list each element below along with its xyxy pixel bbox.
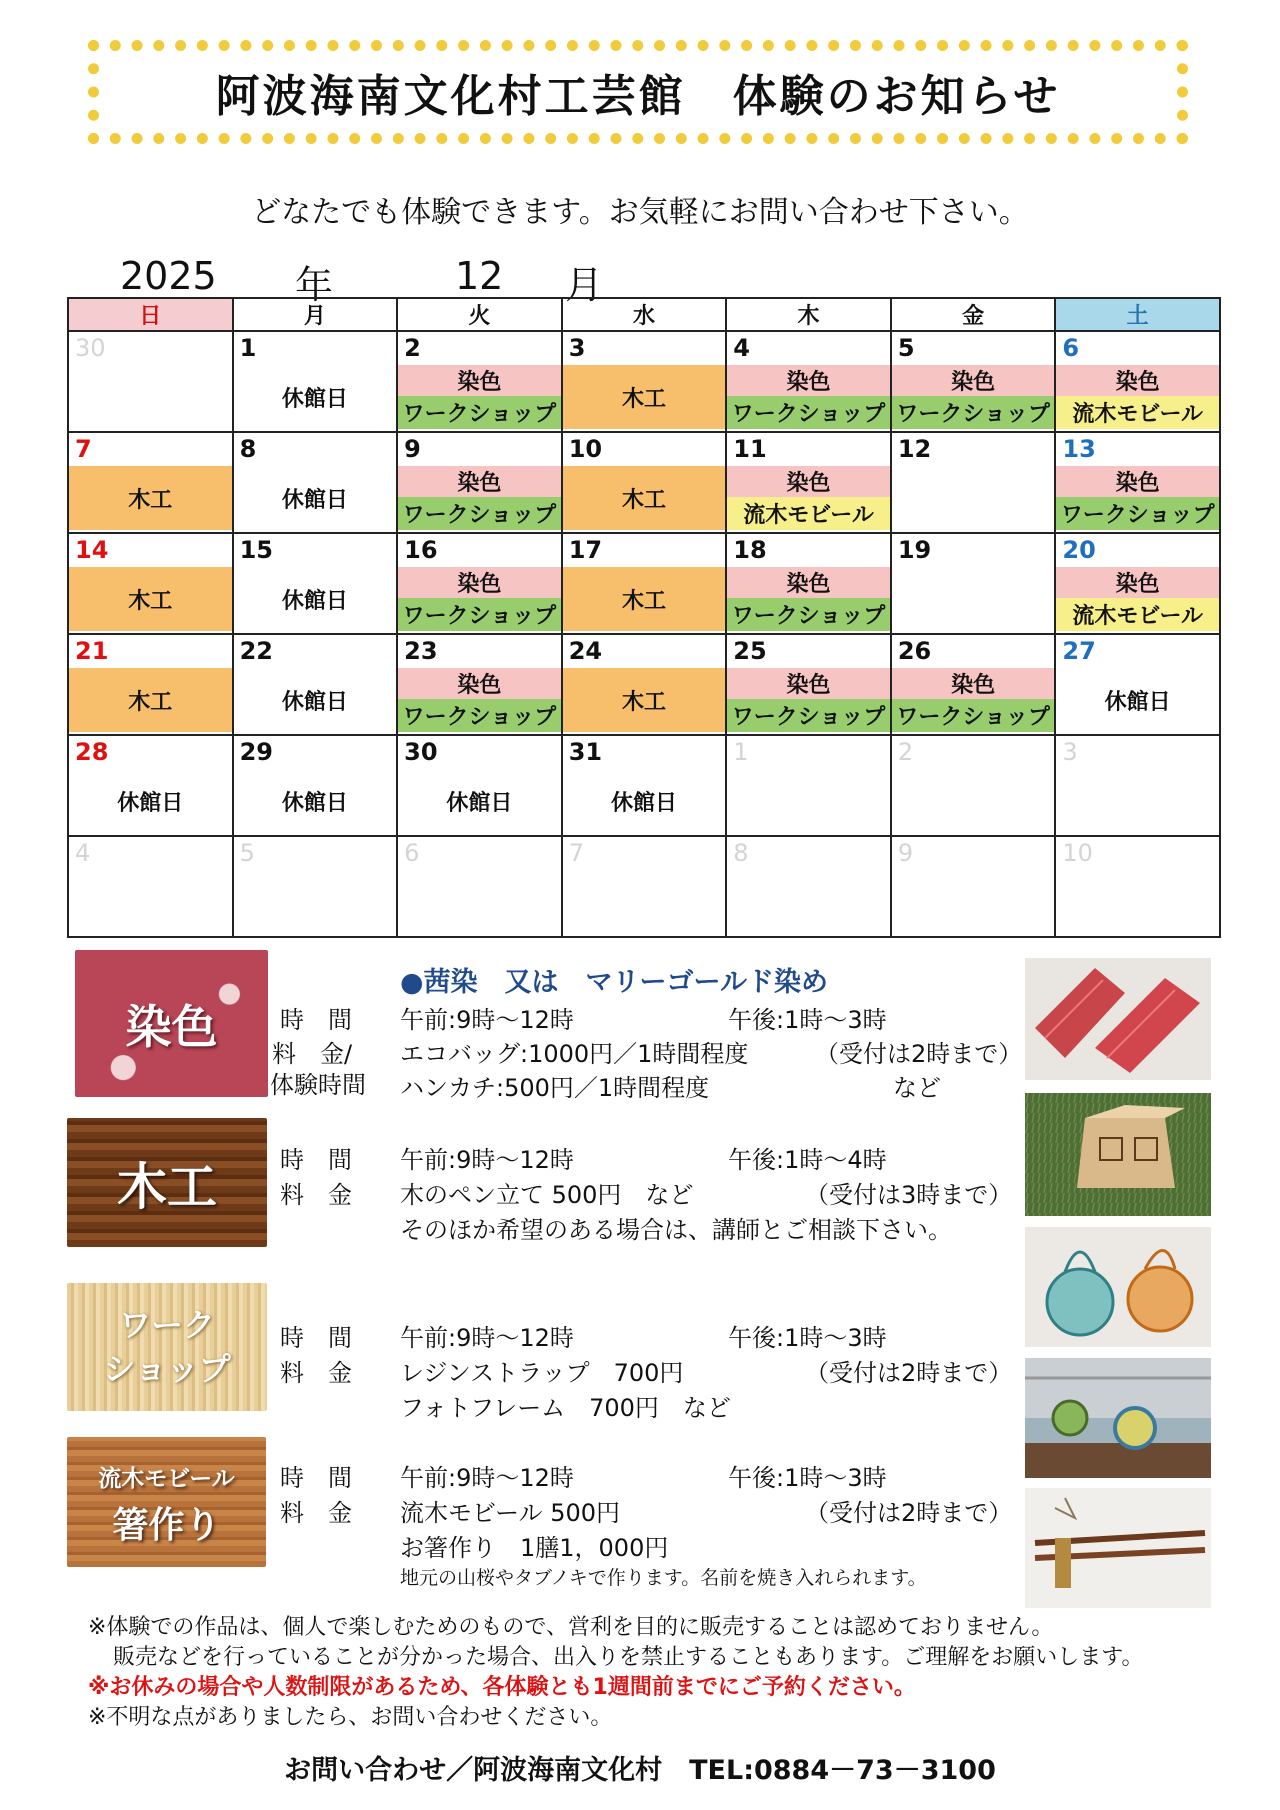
calendar-week-row — [68, 735, 1220, 836]
day-number: 7 — [568, 839, 584, 867]
day-number: 20 — [1062, 536, 1096, 564]
workshop-am: 午前:9時～12時 — [400, 1324, 574, 1352]
calendar-month: 12 — [455, 254, 504, 298]
calendar-year: 2025 — [120, 254, 217, 298]
wood-am: 午前:9時～12時 — [400, 1146, 574, 1174]
calendar-day-cell — [562, 533, 727, 634]
chopsticks-photo — [1025, 1488, 1211, 1608]
workshop-fee2: フォトフレーム 700円 など — [400, 1394, 731, 1422]
weekday-wed: 水 — [562, 298, 727, 331]
dye-etc: など — [893, 1074, 941, 1102]
activity-workshop: ワークショップ — [727, 396, 890, 429]
activity-workshop: ワークショップ — [398, 699, 561, 732]
calendar-day-cell — [233, 432, 398, 533]
weekday-sun: 日 — [68, 298, 233, 331]
mobile-thumb-line1: 流木モビール — [98, 1465, 235, 1492]
calendar-day-cell — [397, 331, 562, 432]
day-number: 15 — [239, 536, 273, 564]
mobile-fee-label: 料 金 — [280, 1499, 352, 1527]
month-label: 月 — [565, 263, 604, 307]
calendar-day-cell — [68, 533, 233, 634]
activity-workshop: ワークショップ — [892, 699, 1055, 732]
day-number: 22 — [239, 637, 273, 665]
day-number: 5 — [897, 334, 915, 362]
activity-mobile: 流木モビール — [1056, 396, 1219, 429]
activity-woodwork: 木工 — [69, 668, 232, 732]
day-number: 18 — [733, 536, 767, 564]
dye-duration-label: 体験時間 — [270, 1071, 366, 1099]
closed-day-label: 休館日 — [446, 790, 513, 816]
note-3-reservation: ※お休みの場合や人数制限があるため、各体験とも1週間前までにご予約ください。 — [88, 1675, 916, 1700]
wood-time-label: 時 間 — [280, 1146, 352, 1174]
subtitle: どなたでも体験できます。お気軽にお問い合わせ下さい。 — [251, 195, 1029, 230]
day-number: 21 — [75, 637, 109, 665]
closed-day-label: 休館日 — [281, 689, 348, 715]
day-number: 9 — [404, 435, 421, 463]
glass-float-photo — [1025, 1227, 1211, 1347]
wood-note: そのほか希望のある場合は、講師とご相談下さい。 — [400, 1216, 952, 1244]
calendar-day-cell — [233, 331, 398, 432]
activity-dye: 染色 — [398, 365, 561, 396]
day-number: 6 — [1062, 334, 1080, 362]
activity-dye: 染色 — [727, 466, 890, 497]
day-number: 16 — [404, 536, 438, 564]
calendar-day-cell — [68, 735, 233, 836]
closed-day-label: 休館日 — [281, 386, 348, 412]
day-number: 5 — [239, 839, 255, 867]
activity-dye: 染色 — [727, 567, 890, 598]
wood-thumb-label: 木工 — [117, 1156, 217, 1216]
calendar-day-cell — [233, 735, 398, 836]
workshop-thumb-line2: ショップ — [103, 1350, 231, 1388]
calendar-day-cell — [397, 432, 562, 533]
mobile-pm: 午後:1時～3時 — [728, 1464, 887, 1492]
activity-mobile: 流木モビール — [1056, 598, 1219, 631]
activity-workshop: ワークショップ — [398, 497, 561, 530]
calendar-week-row — [68, 331, 1220, 432]
calendar-day-cell — [726, 533, 891, 634]
calendar-day-cell — [726, 432, 891, 533]
day-number: 8 — [239, 435, 257, 463]
calendar-day-cell — [891, 735, 1056, 836]
mobile-am: 午前:9時～12時 — [400, 1464, 574, 1492]
calendar-day-cell — [726, 735, 891, 836]
activity-woodwork: 木工 — [563, 466, 726, 530]
mobile-time-label: 時 間 — [280, 1464, 352, 1492]
calendar-day-cell — [397, 634, 562, 735]
calendar-day-cell — [726, 634, 891, 735]
year-label: 年 — [295, 263, 334, 307]
dye-deadline: （受付は2時まで） — [815, 1040, 1023, 1068]
day-number: 26 — [897, 637, 932, 665]
calendar-day-cell — [397, 836, 562, 937]
activity-workshop: ワークショップ — [727, 699, 890, 732]
calendar-day-cell — [1055, 634, 1220, 735]
day-number: 2 — [404, 334, 421, 362]
closed-day-label: 休館日 — [281, 790, 348, 816]
day-number: 2 — [897, 738, 914, 766]
day-number: 4 — [733, 334, 750, 362]
calendar-day-cell — [1055, 533, 1220, 634]
mobile-fee1: 流木モビール 500円 — [400, 1499, 620, 1527]
day-number: 1 — [733, 738, 749, 766]
closed-day-label: 休館日 — [117, 790, 184, 816]
calendar-week-row — [68, 533, 1220, 634]
activity-dye: 染色 — [727, 668, 890, 699]
day-number: 13 — [1062, 435, 1096, 463]
wood-deadline: （受付は3時まで） — [805, 1181, 1013, 1209]
calendar-day-cell — [891, 432, 1056, 533]
closed-day-label: 休館日 — [281, 487, 348, 513]
day-number: 10 — [568, 435, 603, 463]
day-number: 30 — [404, 738, 438, 766]
calendar-week-row — [68, 634, 1220, 735]
workshop-pm: 午後:1時～3時 — [728, 1324, 887, 1352]
calendar-day-cell — [891, 634, 1056, 735]
mobile-thumbnail — [67, 1437, 266, 1567]
activity-woodwork: 木工 — [69, 466, 232, 530]
calendar-day-cell — [233, 634, 398, 735]
calendar-day-cell — [397, 533, 562, 634]
day-number: 25 — [733, 637, 767, 665]
day-number: 11 — [733, 435, 767, 463]
page-title: 阿波海南文化村工芸館 体験のお知らせ — [215, 71, 1061, 122]
calendar-day-cell — [68, 331, 233, 432]
weekday-header-row — [68, 298, 1220, 331]
dye-thumb-label: 染色 — [125, 999, 218, 1054]
wooden-pen-stand-photo — [1025, 1093, 1211, 1216]
mobile-deadline: （受付は2時まで） — [805, 1499, 1013, 1527]
dye-am: 午前:9時～12時 — [400, 1006, 574, 1034]
dye-thumbnail — [75, 950, 268, 1097]
day-number: 4 — [75, 839, 91, 867]
calendar-day-cell — [562, 836, 727, 937]
dye-fee-label: 料 金/ — [272, 1040, 353, 1068]
day-number: 24 — [568, 637, 603, 665]
closed-day-label: 休館日 — [610, 790, 677, 816]
day-number: 1 — [239, 334, 257, 362]
calendar-day-cell — [68, 432, 233, 533]
mobile-thumb-line2: 箸作り — [112, 1504, 221, 1546]
contact-info: お問い合わせ／阿波海南文化村 TEL:0884－73－3100 — [284, 1755, 996, 1786]
wood-thumbnail — [67, 1118, 267, 1247]
weekday-fri: 金 — [891, 298, 1056, 331]
day-number: 19 — [897, 536, 932, 564]
activity-woodwork: 木工 — [563, 365, 726, 429]
activity-dye: 染色 — [1056, 466, 1219, 497]
day-number: 14 — [75, 536, 109, 564]
note-4: ※不明な点がありましたら、お問い合わせください。 — [88, 1705, 613, 1730]
day-number: 3 — [1062, 738, 1078, 766]
calendar-day-cell — [1055, 836, 1220, 937]
activity-mobile: 流木モビール — [727, 497, 890, 530]
weekday-sat: 土 — [1055, 298, 1220, 331]
calendar-day-cell — [891, 533, 1056, 634]
closed-day-label: 休館日 — [1104, 689, 1171, 715]
calendar-day-cell — [562, 331, 727, 432]
day-number: 7 — [75, 435, 92, 463]
day-number: 31 — [568, 738, 603, 766]
weekday-mon: 月 — [233, 298, 398, 331]
workshop-deadline: （受付は2時まで） — [805, 1359, 1013, 1387]
workshop-fee-label: 料 金 — [280, 1359, 352, 1387]
calendar-day-cell — [891, 836, 1056, 937]
day-number: 9 — [897, 839, 914, 867]
activity-workshop: ワークショップ — [1056, 497, 1219, 530]
activity-dye: 染色 — [398, 567, 561, 598]
day-number: 17 — [568, 536, 603, 564]
activity-dye: 染色 — [1056, 567, 1219, 598]
mobile-fee2: お箸作り 1膳1，000円 — [400, 1534, 669, 1562]
wood-fee1: 木のペン立て 500円 など — [400, 1181, 694, 1209]
dye-fee2: ハンカチ:500円／1時間程度 — [400, 1074, 710, 1102]
dye-heading: ●茜染 又は マリーゴールド染め — [400, 967, 829, 998]
calendar-week-row — [68, 836, 1220, 937]
calendar-week-row — [68, 432, 1220, 533]
dyed-cloth-photo — [1025, 958, 1211, 1080]
calendar-day-cell — [233, 836, 398, 937]
day-number: 12 — [897, 435, 932, 463]
workshop-time-label: 時 間 — [280, 1324, 352, 1352]
activity-dye: 染色 — [1056, 365, 1219, 396]
calendar-day-cell — [891, 331, 1056, 432]
weekday-tue: 火 — [397, 298, 562, 331]
calendar-day-cell — [68, 634, 233, 735]
calendar-day-cell — [726, 836, 891, 937]
calendar-body — [68, 331, 1220, 937]
activity-dye: 染色 — [892, 365, 1055, 396]
activity-workshop: ワークショップ — [398, 396, 561, 429]
mobile-note: 地元の山桜やタブノキで作ります。名前を焼き入れられます。 — [400, 1567, 927, 1589]
day-number: 6 — [404, 839, 420, 867]
calendar-day-cell — [1055, 432, 1220, 533]
calendar-day-cell — [1055, 331, 1220, 432]
calendar-table — [67, 297, 1221, 938]
calendar-day-cell — [68, 836, 233, 937]
activity-woodwork: 木工 — [563, 567, 726, 631]
title-banner — [88, 40, 1188, 144]
activity-dye: 染色 — [398, 668, 561, 699]
day-number: 23 — [404, 637, 438, 665]
note-1: ※体験での作品は、個人で楽しむためのもので、営利を目的に販売することは認めておりません。 — [88, 1615, 1054, 1640]
driftwood-mobile-photo — [1025, 1358, 1211, 1478]
calendar-day-cell — [233, 533, 398, 634]
calendar-day-cell — [562, 735, 727, 836]
activity-dye: 染色 — [727, 365, 890, 396]
calendar-day-cell — [726, 331, 891, 432]
dye-fee1: エコバッグ:1000円／1時間程度 — [400, 1040, 749, 1068]
activity-woodwork: 木工 — [563, 668, 726, 732]
note-2: 販売などを行っていることが分かった場合、出入りを禁止することもあります。ご理解をお願いします。 — [113, 1645, 1144, 1670]
dye-time-label: 時 間 — [280, 1006, 352, 1034]
day-number: 28 — [75, 738, 109, 766]
workshop-thumbnail — [67, 1283, 267, 1411]
calendar-day-cell — [1055, 735, 1220, 836]
activity-woodwork: 木工 — [69, 567, 232, 631]
dye-pm: 午後:1時～3時 — [728, 1006, 887, 1034]
day-number: 30 — [75, 334, 106, 362]
wood-fee-label: 料 金 — [280, 1181, 352, 1209]
activity-dye: 染色 — [398, 466, 561, 497]
day-number: 8 — [733, 839, 749, 867]
activity-dye: 染色 — [892, 668, 1055, 699]
wood-pm: 午後:1時～4時 — [728, 1146, 887, 1174]
day-number: 3 — [568, 334, 586, 362]
calendar-day-cell — [397, 735, 562, 836]
activity-workshop: ワークショップ — [727, 598, 890, 631]
workshop-thumb-line1: ワーク — [118, 1306, 215, 1344]
day-number: 27 — [1062, 637, 1096, 665]
activity-workshop: ワークショップ — [892, 396, 1055, 429]
calendar-day-cell — [562, 634, 727, 735]
closed-day-label: 休館日 — [281, 588, 348, 614]
calendar-day-cell — [562, 432, 727, 533]
activity-workshop: ワークショップ — [398, 598, 561, 631]
workshop-fee1: レジンストラップ 700円 — [400, 1359, 684, 1387]
day-number: 29 — [239, 738, 273, 766]
weekday-thu: 木 — [726, 298, 891, 331]
day-number: 10 — [1062, 839, 1093, 867]
